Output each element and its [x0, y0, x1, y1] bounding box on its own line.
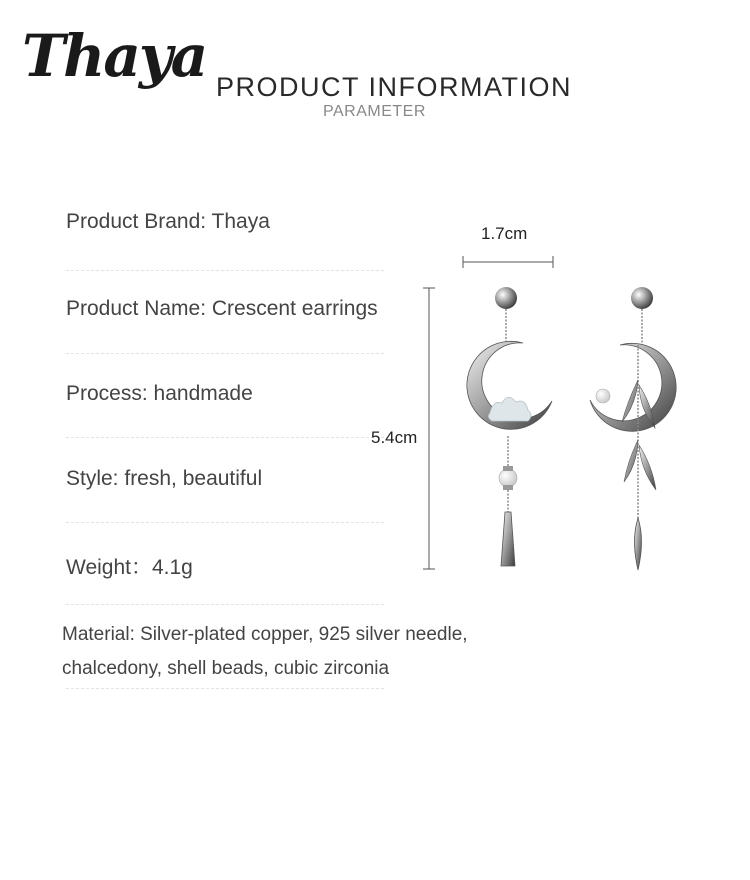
- spec-brand: Product Brand: Thaya: [66, 210, 270, 233]
- spec-style: Style: fresh, beautiful: [66, 467, 263, 490]
- width-dimension-label: 1.7cm: [481, 224, 528, 243]
- height-dimension-label: 5.4cm: [371, 428, 418, 447]
- spec-process: Process: handmade: [66, 382, 253, 405]
- brand-logo: Thaya: [22, 22, 207, 90]
- left-earring: [467, 287, 552, 566]
- material-line-2: chalcedony, shell beads, cubic zirconia: [62, 658, 390, 679]
- width-dimension-line: [463, 256, 553, 268]
- spec-product-name: Product Name: Crescent earrings: [66, 297, 378, 320]
- height-dimension-line: [423, 288, 435, 569]
- material-line-1: Material: Silver-plated copper, 925 silver needle,: [62, 624, 468, 645]
- right-earring: [590, 287, 676, 570]
- spec-weight: Weight：4.1g: [66, 556, 193, 579]
- page-subtitle: PARAMETER: [323, 103, 426, 120]
- page-title: PRODUCT INFORMATION: [216, 72, 572, 102]
